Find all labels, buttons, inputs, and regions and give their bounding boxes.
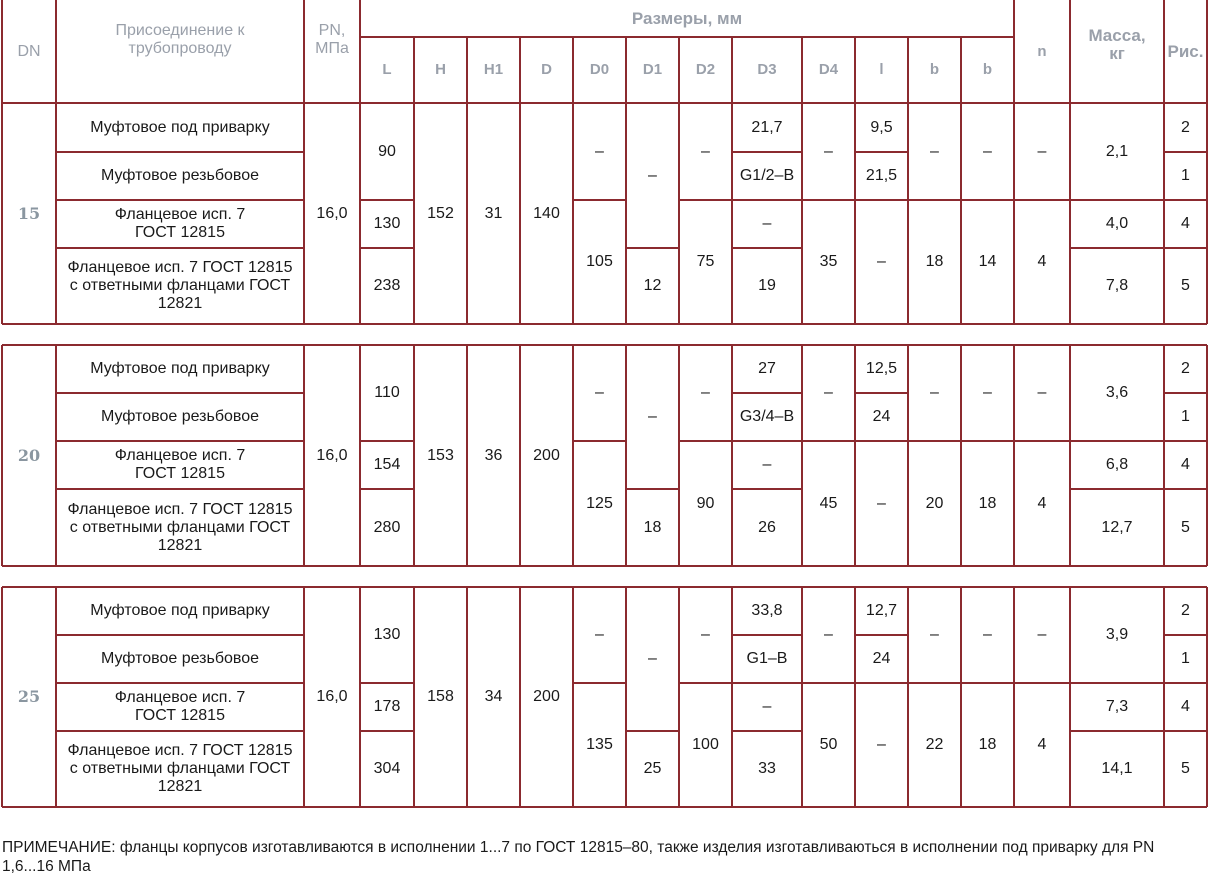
group-20-D2-1: –	[701, 384, 710, 401]
header-fig: Рис.	[1167, 42, 1204, 61]
table-note: ПРИМЕЧАНИЕ: фланцы корпусов изготавливаются в исполнении 1...7 по ГОСТ 12815–80, также изделия изготавливаються в исполнении под приварку для PN 1,6...16 МПа	[2, 839, 1155, 875]
group-20-D0-1: –	[595, 384, 604, 401]
group-20-b2-1: –	[983, 384, 992, 401]
group-15-D1-2: 12	[643, 277, 662, 294]
group-25-b2-1: –	[983, 626, 992, 643]
header-dim-7: D2	[695, 61, 716, 78]
group-25-fig-4: 5	[1181, 760, 1190, 777]
group-15-D0-1: –	[595, 142, 604, 160]
group-25-D4-2: 50	[819, 736, 838, 753]
group-25-D3-2: G1–В	[746, 650, 788, 667]
group-20-connection-2: Муфтовое резьбовое	[100, 408, 260, 425]
group-25-fig-2: 1	[1181, 650, 1190, 667]
group-20-b1-1: –	[930, 384, 939, 401]
group-20-fig-2: 1	[1181, 408, 1190, 425]
group-15-mass-2: 4,0	[1105, 215, 1129, 232]
group-25-H: 158	[427, 688, 454, 705]
group-15-l-1: 9,5	[870, 118, 893, 136]
group-20-pn: 16,0	[316, 446, 348, 464]
group-20-H1: 36	[484, 446, 503, 464]
group-25-b1-1: –	[930, 626, 939, 643]
header-pn: PN, МПа	[315, 22, 349, 57]
group-25-H1: 34	[484, 688, 503, 705]
group-15-H: 152	[427, 204, 454, 222]
group-15-n-1: –	[1037, 142, 1047, 160]
group-25-D0-2: 135	[586, 736, 613, 753]
group-15-connection-2: Муфтовое резьбовое	[100, 167, 260, 184]
group-20-connection-1: Муфтовое под приварку	[90, 360, 270, 377]
group-25-D2-2: 100	[692, 736, 719, 753]
header-mass: Масса, кг	[1088, 26, 1146, 63]
group-20-connection-3: Фланцевое исп. 7 ГОСТ 12815	[114, 447, 246, 482]
group-15-mass-3: 7,8	[1105, 277, 1129, 294]
group-15-b2-1: –	[983, 142, 992, 160]
group-25-l-2: 24	[872, 650, 891, 667]
header-dim-6: D1	[642, 61, 663, 78]
group-20-H: 153	[427, 446, 454, 464]
group-20-D3-2: G3/4–В	[739, 408, 795, 425]
group-25-D4-1: –	[824, 626, 833, 643]
group-20-n-1: –	[1037, 384, 1047, 401]
group-15-l-3: –	[877, 253, 886, 270]
group-15-n-2: 4	[1037, 253, 1047, 270]
header-dim-1: L	[382, 61, 392, 78]
group-20-l-2: 24	[872, 408, 891, 425]
group-20-connection-4: Фланцевое исп. 7 ГОСТ 12815 с ответными фланцами ГОСТ 12821	[67, 500, 293, 554]
group-20-L-2: 154	[373, 456, 401, 473]
group-20-L-3: 280	[373, 518, 401, 536]
header-dim-11: b	[929, 61, 940, 78]
group-20-b1-2: 20	[925, 494, 944, 512]
group-15-D4-1: –	[824, 142, 833, 160]
group-20-D4-2: 45	[819, 494, 838, 512]
group-25-n-1: –	[1037, 626, 1047, 643]
group-15-D3-2: G1/2–В	[739, 167, 795, 184]
group-25-n-2: 4	[1037, 736, 1047, 753]
group-25-l-3: –	[877, 736, 886, 753]
group-20-D: 200	[533, 446, 560, 464]
group-25-pn: 16,0	[316, 688, 348, 705]
header-dim-10: l	[879, 61, 884, 78]
header-dim-9: D4	[818, 61, 839, 78]
group-25-connection-1: Муфтовое под приварку	[90, 602, 270, 619]
group-20-D3-4: 26	[758, 518, 776, 536]
group-20-mass-3: 12,7	[1101, 518, 1133, 536]
group-20-L-1: 110	[374, 384, 400, 401]
group-25-connection-4: Фланцевое исп. 7 ГОСТ 12815 с ответными фланцами ГОСТ 12821	[67, 742, 293, 795]
group-15-D: 140	[533, 204, 560, 222]
group-25-D0-1: –	[595, 626, 604, 643]
group-25-dn: 25	[17, 687, 41, 706]
header-connection: Присоединение к трубопроводу	[115, 22, 245, 57]
group-15-D2-2: 75	[696, 253, 715, 270]
group-25-D3-4: 33	[758, 760, 776, 777]
group-25-b2-2: 18	[978, 736, 997, 753]
group-25-D1-2: 25	[643, 760, 662, 777]
group-20-D4-1: –	[824, 384, 833, 401]
group-15-L-2: 130	[373, 215, 401, 232]
group-20-fig-3: 4	[1181, 456, 1190, 473]
group-25-D1-1: –	[648, 650, 657, 667]
group-20-D1-2: 18	[643, 518, 662, 536]
group-15-connection-3: Фланцевое исп. 7 ГОСТ 12815	[114, 206, 246, 241]
group-15-mass-1: 2,1	[1105, 142, 1129, 160]
header-dn: DN	[17, 42, 41, 60]
group-15-L-1: 90	[378, 142, 396, 160]
group-15-fig-1: 2	[1181, 118, 1190, 136]
group-20-n-2: 4	[1037, 494, 1047, 512]
group-15-b1-2: 18	[925, 253, 944, 270]
group-25-D3-3: –	[762, 698, 772, 715]
group-15-pn: 16,0	[316, 204, 348, 222]
group-25-connection-3: Фланцевое исп. 7 ГОСТ 12815	[114, 689, 246, 724]
header-dim-12: b	[982, 61, 993, 78]
header-dim-2: H	[435, 61, 446, 78]
group-25-L-3: 304	[373, 760, 401, 777]
group-25-fig-3: 4	[1181, 698, 1190, 715]
header-sizes: Размеры, мм	[631, 8, 743, 28]
header-dim-5: D0	[589, 61, 610, 78]
header-dim-8: D3	[757, 61, 777, 78]
group-15-connection-4: Фланцевое исп. 7 ГОСТ 12815 с ответными фланцами ГОСТ 12821	[67, 259, 293, 312]
group-15-L-3: 238	[373, 277, 401, 294]
group-15-D3-1: 21,7	[751, 118, 783, 136]
group-15-D3-4: 19	[758, 277, 776, 294]
group-15-D1-1: –	[648, 166, 657, 184]
group-20-D3-1: 27	[758, 360, 776, 377]
group-15-D2-1: –	[701, 142, 710, 160]
group-25-D2-1: –	[701, 626, 710, 643]
group-20-dn: 20	[17, 445, 41, 465]
group-20-fig-4: 5	[1181, 518, 1190, 536]
group-25-fig-1: 2	[1181, 602, 1190, 619]
group-20-b2-2: 18	[978, 494, 997, 512]
header-n: n	[1037, 42, 1047, 60]
group-25-mass-2: 7,3	[1105, 698, 1129, 715]
group-25-D3-1: 33,8	[751, 602, 783, 619]
group-20-mass-1: 3,6	[1105, 384, 1129, 401]
group-25-mass-3: 14,1	[1101, 760, 1133, 777]
group-15-b2-2: 14	[978, 253, 997, 270]
group-15-fig-2: 1	[1181, 167, 1190, 184]
group-25-connection-2: Муфтовое резьбовое	[100, 650, 260, 667]
group-25-D: 200	[533, 688, 560, 705]
group-15-D3-3: –	[762, 215, 772, 232]
group-15-connection-1: Муфтовое под приварку	[90, 118, 270, 136]
group-20-D1-1: –	[648, 408, 657, 425]
group-25-L-2: 178	[373, 698, 401, 715]
group-15-fig-3: 4	[1181, 215, 1190, 232]
group-15-b1-1: –	[930, 142, 939, 160]
group-20-D0-2: 125	[586, 494, 613, 512]
header-dim-3: H1	[483, 61, 504, 78]
group-25-l-1: 12,7	[865, 602, 898, 619]
group-20-l-1: 12,5	[865, 360, 898, 377]
group-15-H1: 31	[484, 204, 503, 222]
group-25-b1-2: 22	[925, 736, 944, 753]
group-20-mass-2: 6,8	[1105, 456, 1129, 473]
group-15-l-2: 21,5	[865, 167, 898, 184]
group-25-L-1: 130	[373, 626, 401, 643]
group-20-D2-2: 90	[696, 494, 715, 512]
group-15-D4-2: 35	[819, 253, 838, 270]
group-15-fig-4: 5	[1181, 277, 1190, 294]
group-15-D0-2: 105	[586, 253, 613, 270]
group-20-fig-1: 2	[1181, 360, 1190, 377]
group-20-l-3: –	[877, 494, 886, 512]
header-dim-4: D	[541, 61, 552, 78]
group-15-dn: 15	[17, 203, 41, 223]
group-20-D3-3: –	[762, 456, 772, 473]
group-25-mass-1: 3,9	[1105, 626, 1129, 643]
